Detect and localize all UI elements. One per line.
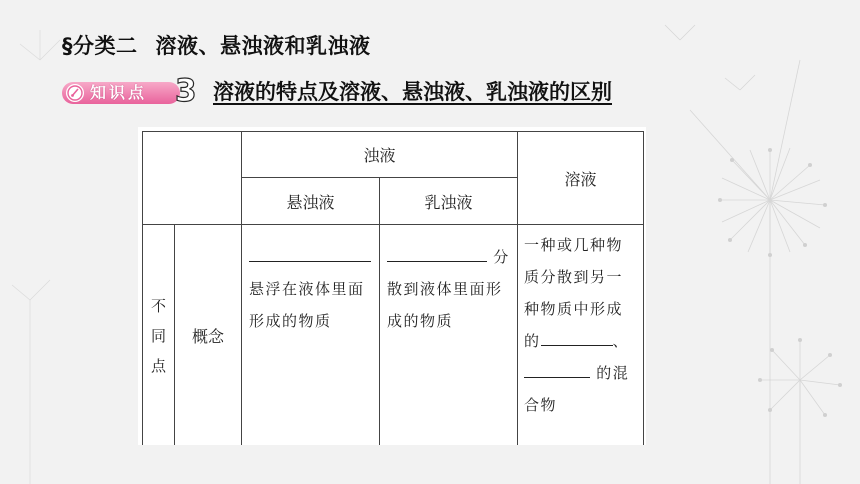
header-emulsion: 乳浊液	[380, 178, 518, 225]
suspension-concept-text: 悬浮在液体里面形成的物质	[249, 280, 365, 330]
solution-concept-sep: 、	[612, 332, 630, 350]
section-label: §分类二	[62, 34, 138, 58]
header-turbid: 浊液	[242, 132, 518, 178]
emulsion-concept-cell	[380, 225, 518, 446]
table-corner-cell	[143, 132, 242, 225]
solution-concept-text-1: 一种或几种物质分散到另一种物质中形成的	[524, 236, 624, 350]
comparison-table	[142, 131, 644, 445]
header-suspension: 悬浊液	[242, 178, 380, 225]
comparison-table-frame	[138, 127, 646, 445]
suspension-concept-cell	[242, 225, 380, 446]
answer-blank[interactable]	[249, 243, 371, 262]
emulsion-concept-tail: 分	[493, 248, 510, 266]
emulsion-concept-text: 散到液体里面形成的物质	[387, 280, 503, 330]
badge-number: 3	[175, 73, 197, 109]
dandelion-decoration-right	[620, 0, 860, 484]
knowledge-point-title: 溶液的特点及溶液、悬浊液、乳浊液的区别	[213, 80, 612, 104]
row-label-concept: 概念	[175, 225, 242, 446]
header-solution: 溶液	[518, 132, 644, 225]
solution-concept-text-2: 的混合物	[524, 364, 630, 414]
knowledge-point-badge	[62, 73, 202, 109]
pen-icon	[66, 84, 84, 102]
answer-blank[interactable]	[387, 243, 487, 262]
dandelion-decoration-left	[0, 0, 140, 484]
answer-blank[interactable]	[524, 359, 590, 378]
row-group-label: 不同点	[143, 225, 175, 446]
section-title: 溶液、悬浊液和乳浊液	[155, 34, 371, 58]
answer-blank[interactable]	[541, 327, 613, 346]
badge-label: 知识点	[90, 83, 148, 102]
section-heading	[62, 30, 371, 60]
solution-concept-cell	[518, 225, 644, 446]
